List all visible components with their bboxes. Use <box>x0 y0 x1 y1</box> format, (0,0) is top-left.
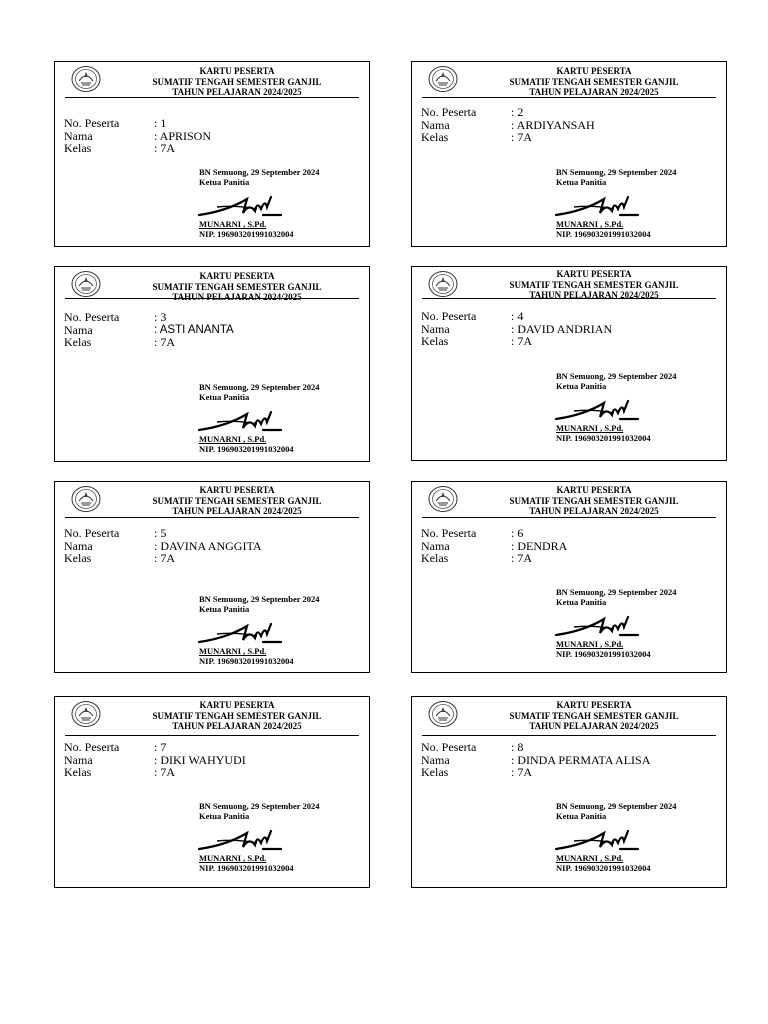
card-year: TAHUN PELAJARAN 2024/2025 <box>529 506 659 516</box>
participant-card-3 <box>54 266 370 462</box>
school-emblem-icon <box>428 270 458 298</box>
signer-role: Ketua Panitia <box>199 392 250 402</box>
label-no-peserta: No. Peserta <box>421 526 477 540</box>
participant-card-2 <box>411 61 727 247</box>
label-nama: Nama <box>64 752 93 767</box>
value-kelas: : 7A <box>511 130 532 144</box>
participant-card-5 <box>54 481 370 673</box>
school-emblem-icon <box>71 65 101 93</box>
signer-name: MUNARNI , S.Pd. <box>556 639 624 649</box>
header-divider <box>422 97 716 98</box>
label-kelas: Kelas <box>64 335 92 349</box>
card-subtitle: SUMATIF TENGAH SEMESTER GANJIL <box>152 281 322 292</box>
signer-name: MUNARNI , S.Pd. <box>199 434 267 444</box>
value-nama: : ARDIYANSAH <box>511 117 595 132</box>
label-no-peserta: No. Peserta <box>64 526 120 540</box>
label-nama: Nama <box>421 321 450 336</box>
card-year: TAHUN PELAJARAN 2024/2025 <box>172 87 302 97</box>
value-nama: : APRISON <box>154 128 212 143</box>
value-nama: : ASTI ANANTA <box>154 323 234 336</box>
signer-role: Ketua Panitia <box>556 597 607 607</box>
signature-image <box>554 827 644 853</box>
participant-card-7 <box>54 696 370 888</box>
card-subtitle: SUMATIF TENGAH SEMESTER GANJIL <box>509 279 679 290</box>
value-kelas: : 7A <box>154 765 175 779</box>
value-no-peserta: : 4 <box>511 309 524 323</box>
place-date: BN Semuong, 29 September 2024 <box>199 594 320 604</box>
value-nama: : DAVINA ANGGITA <box>154 538 262 553</box>
value-no-peserta: : 6 <box>511 526 524 540</box>
card-year: TAHUN PELAJARAN 2024/2025 <box>172 506 302 516</box>
value-nama: : DIKI WAHYUDI <box>154 752 246 767</box>
card-year: TAHUN PELAJARAN 2024/2025 <box>529 87 659 97</box>
signature-image <box>197 827 287 853</box>
value-nama: : DINDA PERMATA ALISA <box>511 752 651 767</box>
signer-role: Ketua Panitia <box>199 177 250 187</box>
signer-name: MUNARNI , S.Pd. <box>199 853 267 863</box>
label-nama: Nama <box>64 322 93 337</box>
value-kelas: : 7A <box>154 141 175 155</box>
value-no-peserta: : 2 <box>511 105 524 119</box>
label-nama: Nama <box>421 538 450 553</box>
participant-card-8 <box>411 696 727 888</box>
signature-image <box>554 613 644 639</box>
value-no-peserta: : 3 <box>154 310 167 324</box>
header-divider <box>422 735 716 736</box>
signer-role: Ketua Panitia <box>556 811 607 821</box>
label-kelas: Kelas <box>421 765 449 779</box>
school-emblem-icon <box>428 700 458 728</box>
header-divider <box>65 97 359 98</box>
label-kelas: Kelas <box>421 551 449 565</box>
card-title: KARTU PESERTA <box>556 700 632 710</box>
school-emblem-icon <box>71 485 101 513</box>
card-title: KARTU PESERTA <box>199 271 275 281</box>
school-emblem-icon <box>428 485 458 513</box>
value-kelas: : 7A <box>511 334 532 348</box>
card-year: TAHUN PELAJARAN 2024/2025 <box>172 721 302 731</box>
header-divider <box>65 298 359 299</box>
label-kelas: Kelas <box>421 334 449 348</box>
header-divider <box>65 735 359 736</box>
header-divider <box>65 517 359 518</box>
label-nama: Nama <box>64 128 93 143</box>
signature-image <box>197 620 287 646</box>
label-no-peserta: No. Peserta <box>421 105 477 119</box>
place-date: BN Semuong, 29 September 2024 <box>556 371 677 381</box>
card-title: KARTU PESERTA <box>556 269 632 279</box>
participant-card-6 <box>411 481 727 673</box>
value-no-peserta: : 1 <box>154 116 167 130</box>
label-no-peserta: No. Peserta <box>64 740 120 754</box>
signer-nip: NIP. 196903201991032004 <box>556 649 651 659</box>
place-date: BN Semuong, 29 September 2024 <box>556 587 677 597</box>
header-divider <box>422 298 716 299</box>
signature-image <box>197 408 287 434</box>
label-no-peserta: No. Peserta <box>64 116 120 130</box>
signer-name: MUNARNI , S.Pd. <box>199 646 267 656</box>
participant-card-4 <box>411 266 727 461</box>
signer-nip: NIP. 196903201991032004 <box>199 229 294 239</box>
card-year: TAHUN PELAJARAN 2024/2025 <box>172 292 302 302</box>
label-kelas: Kelas <box>64 765 92 779</box>
signature-image <box>197 193 287 219</box>
label-nama: Nama <box>421 752 450 767</box>
signer-role: Ketua Panitia <box>199 811 250 821</box>
signer-name: MUNARNI , S.Pd. <box>556 219 624 229</box>
value-kelas: : 7A <box>511 765 532 779</box>
place-date: BN Semuong, 29 September 2024 <box>556 801 677 811</box>
signer-nip: NIP. 196903201991032004 <box>199 863 294 873</box>
value-kelas: : 7A <box>154 551 175 565</box>
card-year: TAHUN PELAJARAN 2024/2025 <box>529 721 659 731</box>
card-title: KARTU PESERTA <box>199 700 275 710</box>
label-no-peserta: No. Peserta <box>421 740 477 754</box>
signer-role: Ketua Panitia <box>556 177 607 187</box>
label-kelas: Kelas <box>64 141 92 155</box>
value-no-peserta: : 5 <box>154 526 167 540</box>
signer-role: Ketua Panitia <box>556 381 607 391</box>
participant-card-1 <box>54 61 370 247</box>
card-subtitle: SUMATIF TENGAH SEMESTER GANJIL <box>509 495 679 506</box>
label-no-peserta: No. Peserta <box>421 309 477 323</box>
value-no-peserta: : 7 <box>154 740 167 754</box>
school-emblem-icon <box>428 65 458 93</box>
signature-image <box>554 397 644 423</box>
place-date: BN Semuong, 29 September 2024 <box>199 167 320 177</box>
label-no-peserta: No. Peserta <box>64 310 120 324</box>
card-year: TAHUN PELAJARAN 2024/2025 <box>529 290 659 300</box>
value-kelas: : 7A <box>154 335 175 349</box>
signer-nip: NIP. 196903201991032004 <box>556 433 651 443</box>
value-kelas: : 7A <box>511 551 532 565</box>
card-title: KARTU PESERTA <box>199 66 275 76</box>
card-title: KARTU PESERTA <box>556 66 632 76</box>
signer-nip: NIP. 196903201991032004 <box>556 863 651 873</box>
card-subtitle: SUMATIF TENGAH SEMESTER GANJIL <box>152 710 322 721</box>
place-date: BN Semuong, 29 September 2024 <box>199 801 320 811</box>
signer-role: Ketua Panitia <box>199 604 250 614</box>
signer-name: MUNARNI , S.Pd. <box>199 219 267 229</box>
value-nama: : DENDRA <box>511 538 568 553</box>
card-subtitle: SUMATIF TENGAH SEMESTER GANJIL <box>509 710 679 721</box>
place-date: BN Semuong, 29 September 2024 <box>556 167 677 177</box>
header-divider <box>422 517 716 518</box>
school-emblem-icon <box>71 700 101 728</box>
card-title: KARTU PESERTA <box>199 485 275 495</box>
school-emblem-icon <box>71 270 101 298</box>
card-title: KARTU PESERTA <box>556 485 632 495</box>
value-nama: : DAVID ANDRIAN <box>511 321 613 336</box>
signer-name: MUNARNI , S.Pd. <box>556 423 624 433</box>
label-nama: Nama <box>421 117 450 132</box>
label-nama: Nama <box>64 538 93 553</box>
label-kelas: Kelas <box>64 551 92 565</box>
place-date: BN Semuong, 29 September 2024 <box>199 382 320 392</box>
signer-nip: NIP. 196903201991032004 <box>556 229 651 239</box>
card-subtitle: SUMATIF TENGAH SEMESTER GANJIL <box>509 76 679 87</box>
signature-image <box>554 193 644 219</box>
signer-nip: NIP. 196903201991032004 <box>199 656 294 666</box>
signer-nip: NIP. 196903201991032004 <box>199 444 294 454</box>
label-kelas: Kelas <box>421 130 449 144</box>
card-subtitle: SUMATIF TENGAH SEMESTER GANJIL <box>152 495 322 506</box>
card-subtitle: SUMATIF TENGAH SEMESTER GANJIL <box>152 76 322 87</box>
value-no-peserta: : 8 <box>511 740 524 754</box>
signer-name: MUNARNI , S.Pd. <box>556 853 624 863</box>
